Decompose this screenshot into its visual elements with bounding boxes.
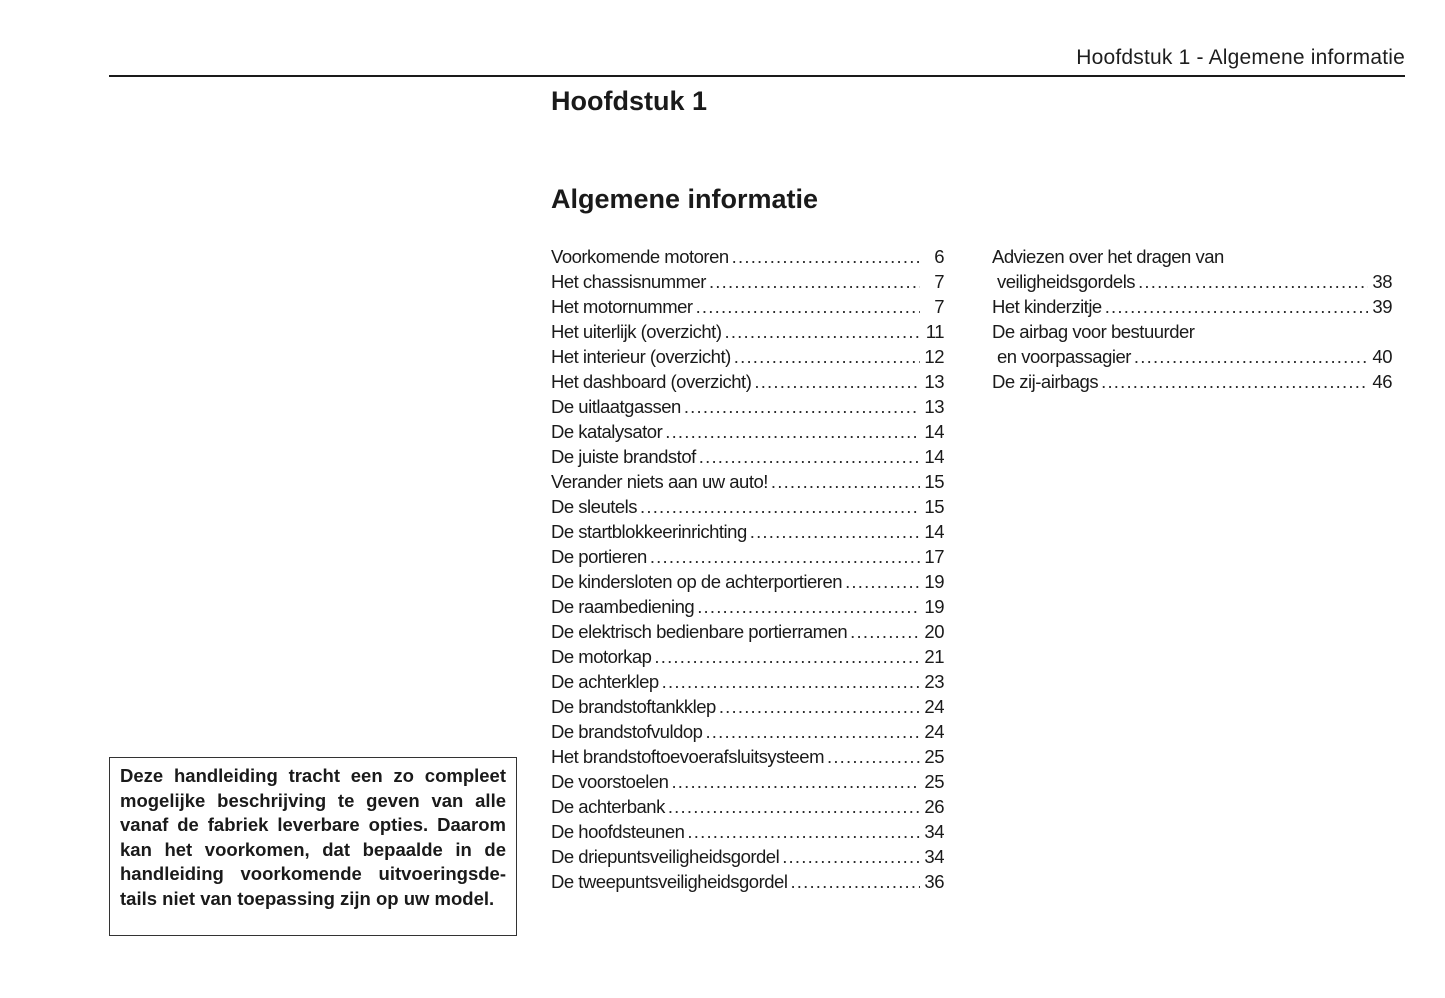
- toc-entry-page: 15: [924, 471, 944, 492]
- leader-dots: [845, 569, 920, 594]
- toc-entry-label: De motorkap: [551, 646, 652, 667]
- toc-entry[interactable]: [551, 594, 944, 619]
- toc-entry[interactable]: [992, 294, 1392, 319]
- toc-entry-label: De brandstoftankklep: [551, 696, 716, 717]
- chapter-label: Hoofdstuk 1: [551, 86, 708, 116]
- toc-entry-label: De tweepuntsveiligheidsgordel: [551, 871, 788, 892]
- toc-entry-page: 38: [1372, 271, 1392, 292]
- chapter-title: Algemene informatie: [551, 184, 819, 214]
- leader-dots: [654, 644, 920, 669]
- toc-entry[interactable]: [551, 444, 944, 469]
- header-rule: [109, 75, 1405, 77]
- toc-entry[interactable]: [551, 569, 944, 594]
- toc-entry-label: Het uiterlijk (overzicht): [551, 321, 722, 342]
- toc-entry-page: 17: [924, 546, 944, 567]
- toc-entry-page: 34: [924, 821, 944, 842]
- toc-entry-page: 39: [1372, 296, 1392, 317]
- toc-entry-label: De katalysator: [551, 421, 663, 442]
- leader-dots: [684, 394, 920, 419]
- toc-entry-page: 7: [934, 271, 944, 292]
- toc-entry[interactable]: [551, 644, 944, 669]
- toc-entry-label: De elektrisch bedienbare portierramen: [551, 621, 848, 642]
- toc-entry-label: De driepuntsveiligheidsgordel: [551, 846, 780, 867]
- toc-entry[interactable]: [551, 544, 944, 569]
- toc-entry[interactable]: [551, 244, 944, 269]
- leader-dots: [665, 419, 920, 444]
- toc-entry-page: 25: [924, 746, 944, 767]
- toc-entry-first-line: De airbag voor bestuurder: [992, 321, 1195, 342]
- toc-entry-page: 14: [924, 446, 944, 467]
- leader-dots: [1101, 369, 1368, 394]
- toc-entry-label: Het brandstoftoevoerafsluitsysteem: [551, 746, 824, 767]
- toc-entry[interactable]: [551, 319, 944, 344]
- notice-box: [109, 757, 517, 936]
- toc-entry-page: 23: [924, 671, 944, 692]
- toc-entry-page: 20: [924, 621, 944, 642]
- leader-dots: [650, 544, 920, 569]
- leader-dots: [662, 669, 920, 694]
- leader-dots: [697, 594, 920, 619]
- toc-entry-label: Het dashboard (overzicht): [551, 371, 752, 392]
- leader-dots: [1138, 269, 1368, 294]
- toc-entry[interactable]: [551, 794, 944, 819]
- toc-entry-label: De kindersloten op de achterportieren: [551, 571, 843, 592]
- leader-dots: [782, 844, 920, 869]
- toc-entry[interactable]: [551, 394, 944, 419]
- leader-dots: [1134, 344, 1368, 369]
- toc-entry-page: 26: [924, 796, 944, 817]
- toc-entry-label: Verander niets aan uw auto!: [551, 471, 768, 492]
- toc-entry-page: 40: [1372, 346, 1392, 367]
- toc-entry[interactable]: [551, 344, 944, 369]
- toc-entry-page: 13: [924, 371, 944, 392]
- toc-entry-page: 14: [924, 421, 944, 442]
- toc-entry-page: 12: [924, 346, 944, 367]
- running-header: Hoofdstuk 1 - Algemene informatie: [1076, 46, 1405, 69]
- leader-dots: [668, 794, 920, 819]
- leader-dots: [850, 619, 920, 644]
- toc-entry[interactable]: [992, 344, 1392, 369]
- toc-entry-label: De hoofdsteunen: [551, 821, 685, 842]
- toc-entry-label: De sleutels: [551, 496, 638, 517]
- toc-entry-page: 19: [924, 596, 944, 617]
- toc-entry-label: De portieren: [551, 546, 647, 567]
- toc-entry-label: De achterbank: [551, 796, 665, 817]
- toc-entry[interactable]: [551, 294, 944, 319]
- toc-entry-page: 24: [924, 696, 944, 717]
- table-of-contents-right: [992, 244, 1392, 394]
- toc-entry-label: De zij-airbags: [992, 371, 1099, 392]
- toc-entry-label: Het motornummer: [551, 296, 693, 317]
- toc-entry-label: Het kinderzitje: [992, 296, 1102, 317]
- toc-entry-page: 46: [1372, 371, 1392, 392]
- toc-entry[interactable]: [551, 694, 944, 719]
- leader-dots: [732, 244, 920, 269]
- toc-entry-page: 24: [924, 721, 944, 742]
- toc-entry[interactable]: [551, 744, 944, 769]
- toc-entry-label: De voorstoelen: [551, 771, 669, 792]
- leader-dots: [790, 869, 920, 894]
- toc-entry-first-line: Adviezen over het dragen van: [992, 246, 1224, 267]
- toc-entry[interactable]: [551, 869, 944, 894]
- toc-entry-label: Het chassisnummer: [551, 271, 706, 292]
- toc-entry-label: Voorkomende motoren: [551, 246, 729, 267]
- toc-entry[interactable]: [551, 494, 944, 519]
- toc-entry-page: 15: [924, 496, 944, 517]
- leader-dots: [687, 819, 920, 844]
- leader-dots: [771, 469, 920, 494]
- toc-entry-page: 14: [924, 521, 944, 542]
- toc-entry-label: veiligheidsgordels: [997, 271, 1136, 292]
- toc-entry-page: 19: [924, 571, 944, 592]
- toc-entry[interactable]: [551, 844, 944, 869]
- toc-entry-label: De juiste brandstof: [551, 446, 696, 467]
- leader-dots: [1105, 294, 1368, 319]
- toc-entry-label: De raambediening: [551, 596, 695, 617]
- leader-dots: [754, 369, 920, 394]
- toc-entry[interactable]: [551, 519, 944, 544]
- table-of-contents-left: [551, 244, 944, 894]
- toc-entry[interactable]: [551, 269, 944, 294]
- toc-entry[interactable]: [551, 719, 944, 744]
- toc-entry-label: De achterklep: [551, 671, 659, 692]
- toc-entry-page: 6: [934, 246, 944, 267]
- toc-entry-page: 34: [924, 846, 944, 867]
- toc-entry[interactable]: [551, 469, 944, 494]
- toc-entry-page: 21: [924, 646, 944, 667]
- toc-entry[interactable]: [551, 419, 944, 444]
- toc-entry[interactable]: [992, 269, 1392, 294]
- leader-dots: [709, 269, 920, 294]
- toc-entry[interactable]: [551, 619, 944, 644]
- leader-dots: [640, 494, 920, 519]
- leader-dots: [696, 294, 920, 319]
- toc-entry-label: De startblokkeerinrichting: [551, 521, 747, 542]
- toc-entry-page: 13: [924, 396, 944, 417]
- toc-entry-page: 11: [925, 321, 944, 342]
- toc-entry-label: De brandstofvuldop: [551, 721, 703, 742]
- toc-entry[interactable]: [551, 669, 944, 694]
- leader-dots: [734, 344, 920, 369]
- toc-entry-page: 25: [924, 771, 944, 792]
- toc-entry-label: De uitlaatgassen: [551, 396, 681, 417]
- leader-dots: [719, 694, 920, 719]
- toc-entry[interactable]: [551, 369, 944, 394]
- notice-text: Deze handleiding tracht een zo compleet mogelijke beschrijving te geven van alle vanaf de fabriek leverbare opties. Daarom kan het voorkomen, dat bepaalde in de handleiding voorkomende uitvoeringsdetails niet van toepassing zijn op uw model.: [120, 765, 506, 909]
- leader-dots: [725, 319, 921, 344]
- toc-entry-label: Het interieur (overzicht): [551, 346, 731, 367]
- toc-entry[interactable]: [551, 769, 944, 794]
- toc-entry-page: 36: [924, 871, 944, 892]
- leader-dots: [705, 719, 920, 744]
- leader-dots: [827, 744, 920, 769]
- toc-entry-page: 7: [934, 296, 944, 317]
- leader-dots: [750, 519, 920, 544]
- leader-dots: [699, 444, 920, 469]
- toc-entry-label: en voorpassagier: [997, 346, 1131, 367]
- leader-dots: [671, 769, 920, 794]
- toc-entry[interactable]: [551, 819, 944, 844]
- toc-entry[interactable]: [992, 369, 1392, 394]
